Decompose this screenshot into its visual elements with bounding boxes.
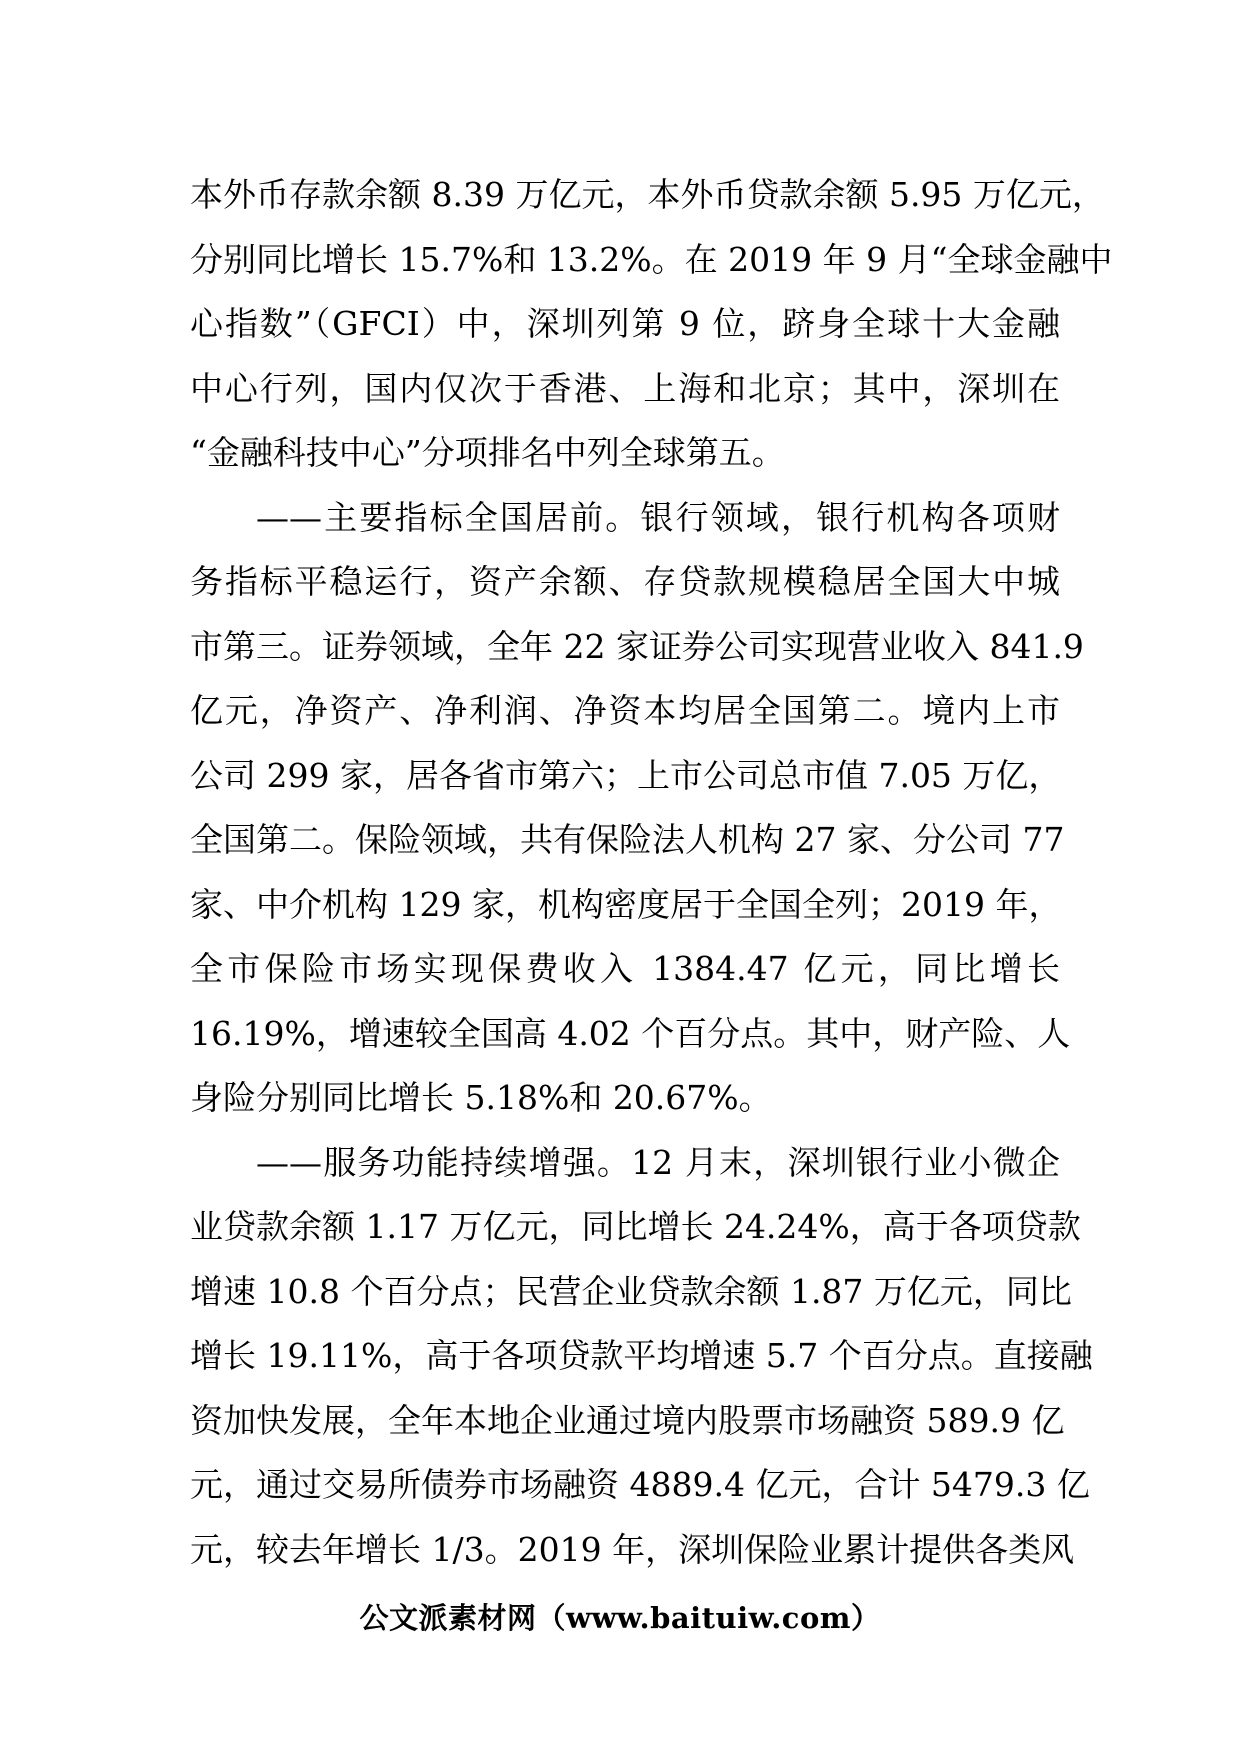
- text-line: 元，较去年增长 1/3。2019 年，深圳保险业累计提供各类风: [190, 1529, 1075, 1569]
- text-line: 公司 299 家，居各省市第六；上市公司总市值 7.05 万亿，: [190, 755, 1062, 795]
- text-line: 全市保险市场实现保费收入 1384.47 亿元，同比增长: [190, 949, 1060, 988]
- text-line: 家、中介机构 129 家，机构密度居于全国全列；2019 年，: [190, 884, 1062, 924]
- text-line: 资加快发展，全年本地企业通过境内股票市场融资 589.9 亿: [190, 1400, 1065, 1440]
- text-line: 身险分别同比增长 5.18%和 20.67%。: [190, 1078, 772, 1117]
- document-body: [190, 163, 1113, 1582]
- text-line: 市第三。证券领域，全年 22 家证券公司实现营业收入 841.9: [190, 626, 1084, 666]
- text-line: 增长 19.11%，高于各项贷款平均增速 5.7 个百分点。直接融: [190, 1336, 1093, 1375]
- text-line: 增速 10.8 个百分点；民营企业贷款余额 1.87 万亿元，同比: [190, 1271, 1072, 1311]
- text-line: 亿元，净资产、净利润、净资本均居全国第二。境内上市: [190, 691, 1060, 730]
- text-line: 业贷款余额 1.17 万亿元，同比增长 24.24%，高于各项贷款: [190, 1207, 1081, 1246]
- text-line: 分别同比增长 15.7%和 13.2%。在 2019 年 9 月“全球金融中: [190, 239, 1113, 279]
- text-line: “金融科技中心”分项排名中列全球第五。: [190, 433, 785, 472]
- text-line: ——主要指标全国居前。银行领域，银行机构各项财: [256, 497, 1060, 537]
- text-line: 本外币存款余额 8.39 万亿元，本外币贷款余额 5.95 万亿元，: [190, 175, 1105, 214]
- text-line: 16.19%，增速较全国高 4.02 个百分点。其中，财产险、人: [190, 1013, 1071, 1053]
- text-line: 元，通过交易所债券市场融资 4889.4 亿元，合计 5479.3 亿: [190, 1465, 1090, 1504]
- text-line: 务指标平稳运行，资产余额、存贷款规模稳居全国大中城: [190, 562, 1060, 601]
- footer-watermark: 公文派素材网（www.baituiw.com）: [359, 1601, 881, 1635]
- text-line: ——服务功能持续增强。12 月末，深圳银行业小微企: [256, 1142, 1060, 1182]
- text-line: 心指数”（GFCI）中，深圳列第 9 位，跻身全球十大金融: [190, 304, 1060, 343]
- text-line: 全国第二。保险领域，共有保险法人机构 27 家、分公司 77: [190, 820, 1065, 859]
- text-line: 中心行列，国内仅次于香港、上海和北京；其中，深圳在: [190, 368, 1060, 408]
